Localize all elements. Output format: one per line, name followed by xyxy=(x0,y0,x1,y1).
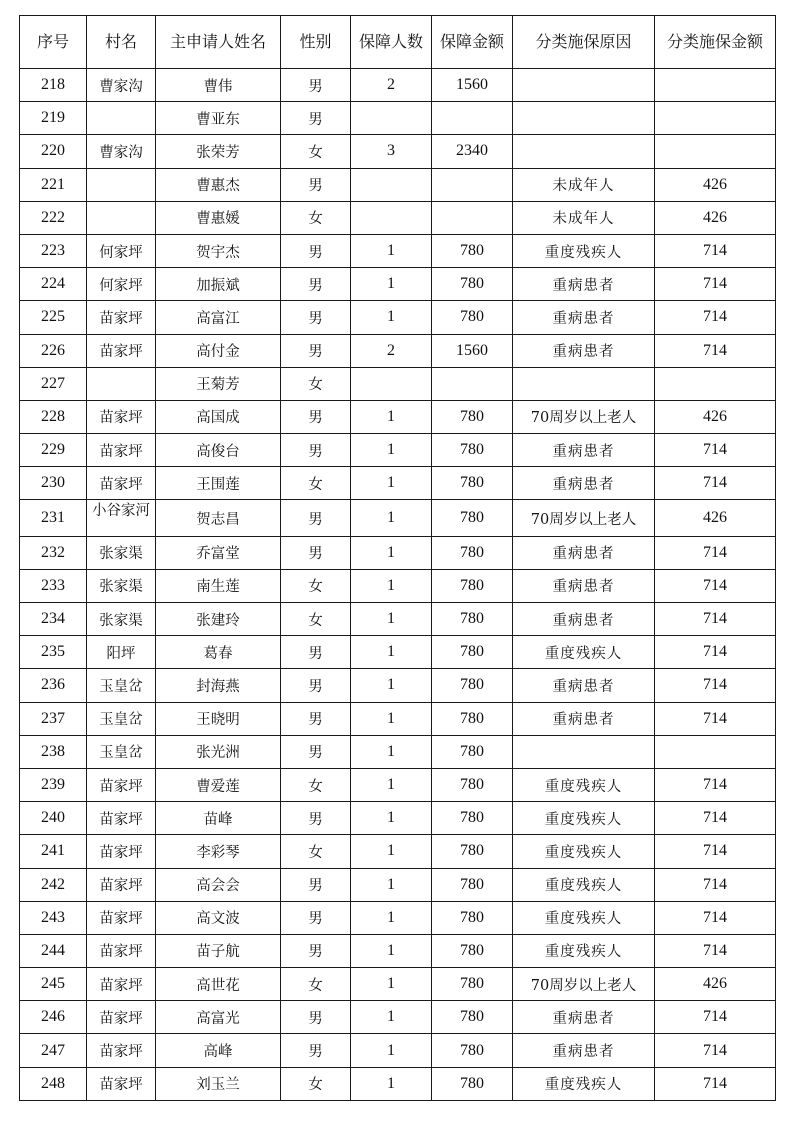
cell-village: 苗家坪 xyxy=(87,768,156,801)
table-row xyxy=(20,934,776,967)
table-row xyxy=(20,603,776,636)
cell-gender: 女 xyxy=(281,1067,351,1100)
table-row xyxy=(20,168,776,201)
cell-applicant-name: 曹惠杰 xyxy=(156,168,281,201)
cell-covered-persons: 3 xyxy=(351,135,432,168)
table-row xyxy=(20,1034,776,1067)
cell-applicant-name: 贺宇杰 xyxy=(156,234,281,267)
cell-gender: 男 xyxy=(281,400,351,433)
table-row xyxy=(20,768,776,801)
cell-classification-reason: 重度残疾人 xyxy=(513,802,655,835)
table-row xyxy=(20,901,776,934)
header-classification-amount: 分类施保金额 xyxy=(655,16,776,69)
cell-amount: 780 xyxy=(432,434,513,467)
cell-serial: 247 xyxy=(20,1034,87,1067)
cell-applicant-name: 高富光 xyxy=(156,1001,281,1034)
table-row xyxy=(20,69,776,102)
cell-classification-amount: 714 xyxy=(655,802,776,835)
cell-applicant-name: 张建玲 xyxy=(156,603,281,636)
cell-gender: 男 xyxy=(281,102,351,135)
table-row xyxy=(20,102,776,135)
cell-applicant-name: 加振斌 xyxy=(156,268,281,301)
table-row xyxy=(20,467,776,500)
table-row xyxy=(20,301,776,334)
cell-gender: 女 xyxy=(281,467,351,500)
header-applicant-name: 主申请人姓名 xyxy=(156,16,281,69)
table-row xyxy=(20,702,776,735)
cell-serial: 248 xyxy=(20,1067,87,1100)
cell-amount: 780 xyxy=(432,968,513,1001)
header-village: 村名 xyxy=(87,16,156,69)
cell-serial: 230 xyxy=(20,467,87,500)
cell-serial: 237 xyxy=(20,702,87,735)
cell-serial: 228 xyxy=(20,400,87,433)
cell-classification-amount: 714 xyxy=(655,702,776,735)
cell-covered-persons: 1 xyxy=(351,669,432,702)
cell-serial: 236 xyxy=(20,669,87,702)
cell-applicant-name: 高富江 xyxy=(156,301,281,334)
cell-covered-persons: 1 xyxy=(351,1067,432,1100)
cell-classification-amount: 714 xyxy=(655,334,776,367)
cell-gender: 女 xyxy=(281,768,351,801)
cell-classification-reason: 重度残疾人 xyxy=(513,234,655,267)
table-row xyxy=(20,234,776,267)
cell-classification-amount: 426 xyxy=(655,201,776,234)
cell-classification-amount: 714 xyxy=(655,1034,776,1067)
cell-covered-persons: 1 xyxy=(351,1001,432,1034)
table-row xyxy=(20,968,776,1001)
cell-gender: 女 xyxy=(281,201,351,234)
cell-serial: 221 xyxy=(20,168,87,201)
cell-gender: 男 xyxy=(281,1034,351,1067)
cell-applicant-name: 苗子航 xyxy=(156,934,281,967)
cell-covered-persons: 1 xyxy=(351,434,432,467)
header-gender: 性别 xyxy=(281,16,351,69)
cell-covered-persons: 1 xyxy=(351,802,432,835)
cell-gender: 男 xyxy=(281,334,351,367)
cell-serial: 240 xyxy=(20,802,87,835)
cell-covered-persons xyxy=(351,201,432,234)
cell-applicant-name: 曹爱莲 xyxy=(156,768,281,801)
cell-covered-persons: 1 xyxy=(351,1034,432,1067)
cell-applicant-name: 王晓明 xyxy=(156,702,281,735)
cell-serial: 243 xyxy=(20,901,87,934)
cell-applicant-name: 贺志昌 xyxy=(156,500,281,536)
cell-classification-reason: 重病患者 xyxy=(513,702,655,735)
cell-serial: 232 xyxy=(20,536,87,569)
cell-classification-amount: 714 xyxy=(655,268,776,301)
cell-covered-persons: 1 xyxy=(351,400,432,433)
cell-gender: 男 xyxy=(281,168,351,201)
cell-classification-amount: 714 xyxy=(655,901,776,934)
table-row xyxy=(20,735,776,768)
table-row xyxy=(20,835,776,868)
cell-serial: 222 xyxy=(20,201,87,234)
cell-serial: 218 xyxy=(20,69,87,102)
cell-amount: 1560 xyxy=(432,69,513,102)
cell-village: 苗家坪 xyxy=(87,301,156,334)
cell-village: 张家渠 xyxy=(87,603,156,636)
cell-classification-reason: 重度残疾人 xyxy=(513,636,655,669)
cell-gender: 男 xyxy=(281,500,351,536)
cell-classification-reason: 重病患者 xyxy=(513,569,655,602)
cell-applicant-name: 乔富堂 xyxy=(156,536,281,569)
cell-covered-persons: 1 xyxy=(351,934,432,967)
cell-gender: 男 xyxy=(281,536,351,569)
cell-applicant-name: 封海燕 xyxy=(156,669,281,702)
cell-covered-persons: 1 xyxy=(351,467,432,500)
cell-gender: 女 xyxy=(281,835,351,868)
cell-serial: 244 xyxy=(20,934,87,967)
cell-village: 苗家坪 xyxy=(87,467,156,500)
cell-covered-persons xyxy=(351,367,432,400)
cell-gender: 男 xyxy=(281,301,351,334)
cell-serial: 242 xyxy=(20,868,87,901)
cell-amount: 780 xyxy=(432,835,513,868)
cell-amount: 2340 xyxy=(432,135,513,168)
cell-covered-persons: 1 xyxy=(351,500,432,536)
cell-village: 小谷家河 xyxy=(87,500,156,536)
cell-applicant-name: 高会会 xyxy=(156,868,281,901)
cell-classification-reason: 重度残疾人 xyxy=(513,901,655,934)
cell-gender: 女 xyxy=(281,603,351,636)
cell-village: 阳坪 xyxy=(87,636,156,669)
cell-amount: 780 xyxy=(432,636,513,669)
cell-amount xyxy=(432,367,513,400)
cell-classification-reason: 重度残疾人 xyxy=(513,868,655,901)
cell-gender: 男 xyxy=(281,735,351,768)
cell-covered-persons: 1 xyxy=(351,835,432,868)
cell-gender: 男 xyxy=(281,669,351,702)
cell-classification-reason: 70周岁以上老人 xyxy=(513,500,655,536)
cell-serial: 220 xyxy=(20,135,87,168)
cell-applicant-name: 高付金 xyxy=(156,334,281,367)
cell-amount: 780 xyxy=(432,234,513,267)
cell-village: 何家坪 xyxy=(87,234,156,267)
cell-classification-amount: 426 xyxy=(655,168,776,201)
cell-gender: 男 xyxy=(281,868,351,901)
cell-classification-reason xyxy=(513,69,655,102)
cell-village: 曹家沟 xyxy=(87,135,156,168)
cell-amount: 780 xyxy=(432,467,513,500)
cell-covered-persons: 1 xyxy=(351,603,432,636)
cell-covered-persons xyxy=(351,168,432,201)
table-row xyxy=(20,201,776,234)
cell-applicant-name: 南生莲 xyxy=(156,569,281,602)
cell-amount: 780 xyxy=(432,868,513,901)
header-amount: 保障金额 xyxy=(432,16,513,69)
cell-applicant-name: 张荣芳 xyxy=(156,135,281,168)
cell-village: 苗家坪 xyxy=(87,802,156,835)
cell-classification-reason: 重病患者 xyxy=(513,603,655,636)
cell-village: 玉皇岔 xyxy=(87,669,156,702)
cell-village: 苗家坪 xyxy=(87,868,156,901)
cell-gender: 男 xyxy=(281,1001,351,1034)
cell-classification-amount xyxy=(655,367,776,400)
cell-classification-amount: 714 xyxy=(655,636,776,669)
table-row xyxy=(20,1001,776,1034)
cell-applicant-name: 曹伟 xyxy=(156,69,281,102)
table-row xyxy=(20,802,776,835)
cell-amount: 780 xyxy=(432,569,513,602)
cell-applicant-name: 李彩琴 xyxy=(156,835,281,868)
cell-gender: 男 xyxy=(281,934,351,967)
cell-applicant-name: 张光洲 xyxy=(156,735,281,768)
cell-serial: 227 xyxy=(20,367,87,400)
cell-serial: 226 xyxy=(20,334,87,367)
cell-village: 苗家坪 xyxy=(87,334,156,367)
cell-applicant-name: 王菊芳 xyxy=(156,367,281,400)
cell-classification-reason: 重病患者 xyxy=(513,669,655,702)
cell-serial: 229 xyxy=(20,434,87,467)
cell-gender: 男 xyxy=(281,901,351,934)
cell-classification-amount: 714 xyxy=(655,1067,776,1100)
cell-serial: 233 xyxy=(20,569,87,602)
cell-village: 苗家坪 xyxy=(87,1067,156,1100)
cell-classification-reason: 未成年人 xyxy=(513,168,655,201)
cell-serial: 219 xyxy=(20,102,87,135)
cell-gender: 男 xyxy=(281,702,351,735)
cell-classification-amount: 714 xyxy=(655,934,776,967)
cell-amount xyxy=(432,168,513,201)
cell-covered-persons: 1 xyxy=(351,901,432,934)
cell-applicant-name: 高文波 xyxy=(156,901,281,934)
cell-applicant-name: 高世花 xyxy=(156,968,281,1001)
cell-serial: 239 xyxy=(20,768,87,801)
cell-covered-persons: 1 xyxy=(351,702,432,735)
cell-amount: 780 xyxy=(432,603,513,636)
header-classification-reason: 分类施保原因 xyxy=(513,16,655,69)
cell-classification-reason xyxy=(513,135,655,168)
table-row xyxy=(20,400,776,433)
cell-amount: 780 xyxy=(432,400,513,433)
cell-covered-persons: 1 xyxy=(351,301,432,334)
cell-applicant-name: 刘玉兰 xyxy=(156,1067,281,1100)
cell-classification-reason: 重度残疾人 xyxy=(513,1067,655,1100)
cell-classification-amount: 426 xyxy=(655,400,776,433)
cell-serial: 246 xyxy=(20,1001,87,1034)
header-row xyxy=(20,16,776,69)
table-row xyxy=(20,636,776,669)
cell-classification-amount: 714 xyxy=(655,536,776,569)
cell-classification-amount: 714 xyxy=(655,603,776,636)
cell-serial: 238 xyxy=(20,735,87,768)
cell-gender: 男 xyxy=(281,636,351,669)
cell-applicant-name: 高俊台 xyxy=(156,434,281,467)
table-row xyxy=(20,268,776,301)
cell-amount: 780 xyxy=(432,500,513,536)
cell-classification-reason: 未成年人 xyxy=(513,201,655,234)
cell-classification-reason xyxy=(513,735,655,768)
cell-gender: 女 xyxy=(281,569,351,602)
table-row xyxy=(20,434,776,467)
cell-serial: 223 xyxy=(20,234,87,267)
cell-amount: 780 xyxy=(432,802,513,835)
cell-serial: 241 xyxy=(20,835,87,868)
table-row xyxy=(20,334,776,367)
cell-village: 张家渠 xyxy=(87,569,156,602)
cell-amount: 780 xyxy=(432,669,513,702)
cell-classification-reason xyxy=(513,102,655,135)
cell-applicant-name: 王围莲 xyxy=(156,467,281,500)
cell-amount xyxy=(432,102,513,135)
cell-classification-amount xyxy=(655,135,776,168)
cell-village: 玉皇岔 xyxy=(87,735,156,768)
cell-village xyxy=(87,168,156,201)
table-row xyxy=(20,135,776,168)
cell-classification-amount: 714 xyxy=(655,835,776,868)
cell-covered-persons: 1 xyxy=(351,768,432,801)
cell-classification-reason xyxy=(513,367,655,400)
cell-covered-persons: 1 xyxy=(351,234,432,267)
cell-amount: 780 xyxy=(432,901,513,934)
cell-classification-reason: 重病患者 xyxy=(513,536,655,569)
table-row xyxy=(20,868,776,901)
cell-amount: 1560 xyxy=(432,334,513,367)
cell-covered-persons: 1 xyxy=(351,636,432,669)
cell-covered-persons: 1 xyxy=(351,868,432,901)
cell-village: 何家坪 xyxy=(87,268,156,301)
cell-amount: 780 xyxy=(432,735,513,768)
cell-classification-amount xyxy=(655,69,776,102)
cell-village: 苗家坪 xyxy=(87,434,156,467)
cell-village xyxy=(87,367,156,400)
cell-classification-amount: 714 xyxy=(655,234,776,267)
cell-classification-amount: 714 xyxy=(655,1001,776,1034)
cell-village: 玉皇岔 xyxy=(87,702,156,735)
cell-village xyxy=(87,102,156,135)
assistance-table xyxy=(19,15,776,1101)
cell-classification-reason: 70周岁以上老人 xyxy=(513,400,655,433)
cell-village: 苗家坪 xyxy=(87,835,156,868)
cell-gender: 男 xyxy=(281,434,351,467)
cell-covered-persons xyxy=(351,102,432,135)
cell-gender: 女 xyxy=(281,968,351,1001)
cell-covered-persons: 1 xyxy=(351,569,432,602)
cell-serial: 225 xyxy=(20,301,87,334)
cell-covered-persons: 1 xyxy=(351,735,432,768)
cell-classification-reason: 重病患者 xyxy=(513,1034,655,1067)
cell-classification-reason: 重病患者 xyxy=(513,467,655,500)
cell-amount: 780 xyxy=(432,1034,513,1067)
cell-village: 张家渠 xyxy=(87,536,156,569)
header-serial: 序号 xyxy=(20,16,87,69)
cell-covered-persons: 2 xyxy=(351,334,432,367)
cell-covered-persons: 1 xyxy=(351,268,432,301)
table-row xyxy=(20,500,776,536)
cell-covered-persons: 1 xyxy=(351,968,432,1001)
cell-amount: 780 xyxy=(432,934,513,967)
cell-village xyxy=(87,201,156,234)
cell-village: 苗家坪 xyxy=(87,968,156,1001)
cell-amount: 780 xyxy=(432,301,513,334)
cell-classification-reason: 重病患者 xyxy=(513,434,655,467)
cell-classification-amount: 714 xyxy=(655,768,776,801)
cell-classification-reason: 重度残疾人 xyxy=(513,934,655,967)
cell-classification-amount: 714 xyxy=(655,434,776,467)
cell-serial: 234 xyxy=(20,603,87,636)
cell-amount xyxy=(432,201,513,234)
cell-classification-amount xyxy=(655,102,776,135)
table-row xyxy=(20,367,776,400)
cell-classification-amount: 714 xyxy=(655,301,776,334)
cell-classification-amount: 714 xyxy=(655,868,776,901)
cell-classification-reason: 重病患者 xyxy=(513,334,655,367)
cell-gender: 男 xyxy=(281,69,351,102)
cell-classification-reason: 重病患者 xyxy=(513,301,655,334)
cell-gender: 男 xyxy=(281,268,351,301)
cell-amount: 780 xyxy=(432,268,513,301)
cell-village: 苗家坪 xyxy=(87,1034,156,1067)
cell-classification-reason: 重度残疾人 xyxy=(513,768,655,801)
cell-classification-reason: 重度残疾人 xyxy=(513,835,655,868)
cell-applicant-name: 葛春 xyxy=(156,636,281,669)
cell-serial: 235 xyxy=(20,636,87,669)
cell-classification-amount: 714 xyxy=(655,569,776,602)
cell-amount: 780 xyxy=(432,702,513,735)
cell-amount: 780 xyxy=(432,768,513,801)
cell-applicant-name: 曹亚东 xyxy=(156,102,281,135)
cell-village: 苗家坪 xyxy=(87,901,156,934)
cell-amount: 780 xyxy=(432,1001,513,1034)
cell-classification-amount xyxy=(655,735,776,768)
cell-serial: 245 xyxy=(20,968,87,1001)
cell-gender: 女 xyxy=(281,135,351,168)
cell-covered-persons: 2 xyxy=(351,69,432,102)
cell-classification-amount: 426 xyxy=(655,500,776,536)
cell-applicant-name: 曹惠媛 xyxy=(156,201,281,234)
cell-gender: 男 xyxy=(281,802,351,835)
cell-village: 曹家沟 xyxy=(87,69,156,102)
table-body xyxy=(20,69,776,1101)
table-row xyxy=(20,669,776,702)
cell-classification-reason: 重病患者 xyxy=(513,268,655,301)
cell-classification-amount: 714 xyxy=(655,669,776,702)
cell-gender: 女 xyxy=(281,367,351,400)
cell-serial: 231 xyxy=(20,500,87,536)
cell-classification-reason: 重病患者 xyxy=(513,1001,655,1034)
cell-amount: 780 xyxy=(432,1067,513,1100)
cell-amount: 780 xyxy=(432,536,513,569)
cell-applicant-name: 苗峰 xyxy=(156,802,281,835)
table-row xyxy=(20,569,776,602)
cell-applicant-name: 高国成 xyxy=(156,400,281,433)
table-row xyxy=(20,1067,776,1100)
header-covered-persons: 保障人数 xyxy=(351,16,432,69)
cell-applicant-name: 高峰 xyxy=(156,1034,281,1067)
cell-covered-persons: 1 xyxy=(351,536,432,569)
cell-serial: 224 xyxy=(20,268,87,301)
cell-classification-amount: 426 xyxy=(655,968,776,1001)
cell-classification-reason: 70周岁以上老人 xyxy=(513,968,655,1001)
cell-village: 苗家坪 xyxy=(87,400,156,433)
cell-classification-amount: 714 xyxy=(655,467,776,500)
table-row xyxy=(20,536,776,569)
cell-village: 苗家坪 xyxy=(87,1001,156,1034)
cell-gender: 男 xyxy=(281,234,351,267)
cell-village: 苗家坪 xyxy=(87,934,156,967)
